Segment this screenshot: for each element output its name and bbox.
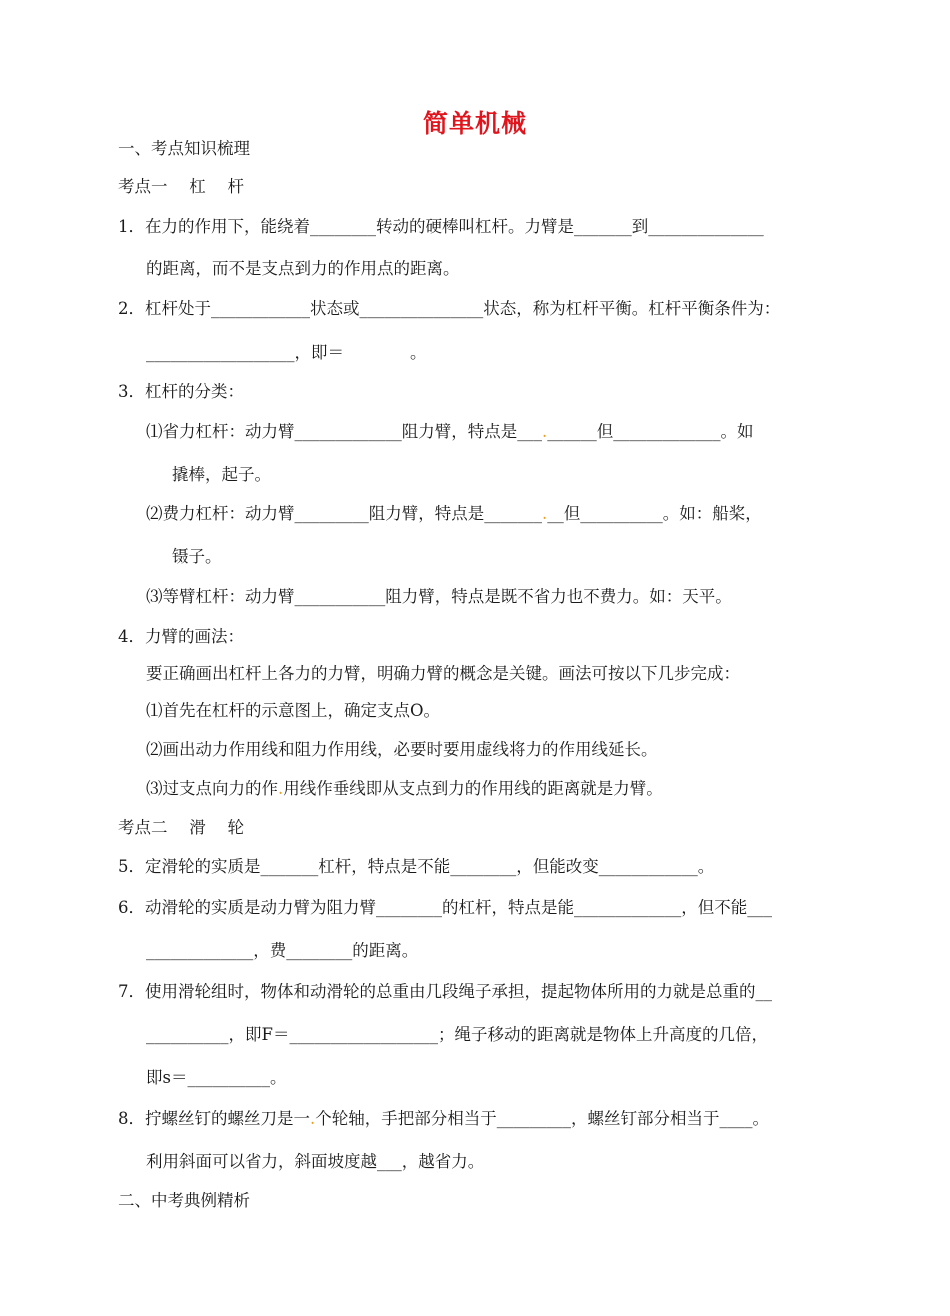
item-2-text-b: __但__________。如：船桨， [547,504,762,523]
question-7-line-3: 即s＝__________。 [146,1068,287,1087]
item-2-text-a: ⑵费力杠杆：动力臂_________阻力臂，特点是_______ [146,504,542,523]
question-4-step-1: ⑴首先在杠杆的示意图上，确定支点O。 [146,701,441,720]
question-3-item-2 [146,503,762,525]
item-1-text-b: ______但_____________。如 [547,422,754,441]
step-3-text-a: ⑶过支点向力的作 [146,779,278,798]
question-3-item-3: ⑶等臂杠杆：动力臂___________阻力臂，特点是既不省力也不费力。如：天平。 [146,587,732,606]
item-1-text-a: ⑴省力杠杆：动力臂_____________阻力臂，特点是___ [146,422,542,441]
q8-text-a: 8．拧螺丝钉的螺丝刀是一 [118,1109,310,1128]
question-8-line-1 [118,1108,769,1130]
step-3-mark: . [278,779,284,798]
item-2-mark: . [542,504,548,523]
q8-text-b: 个轮轴，手把部分相当于_________，螺丝钉部分相当于____。 [315,1109,769,1128]
section-heading-1: 一、考点知识梳理 [118,139,250,158]
question-3-item-1 [146,421,754,443]
section-heading-2: 二、中考典例精析 [118,1191,250,1210]
question-4-step-2: ⑵画出动力作用线和阻力作用线，必要时要用虚线将力的作用线延长。 [146,740,658,759]
question-6-line-2: _____________，费________的距离。 [146,941,419,960]
page-title: 简单机械 [422,109,527,138]
question-4-line-1: 4．力臂的画法： [118,627,244,646]
topic-heading-pulley: 考点二 滑 轮 [118,818,244,837]
question-8-line-2: 利用斜面可以省力，斜面坡度越___，越省力。 [146,1152,485,1171]
question-7-line-1: 7．使用滑轮组时，物体和动滑轮的总重由几段绳子承担，提起物体所用的力就是总重的__ [118,982,772,1001]
question-1-line-1: 1．在力的作用下，能绕着________转动的硬棒叫杠杆。力臂是_______到______________ [118,217,764,236]
question-4-line-2: 要正确画出杠杆上各力的力臂，明确力臂的概念是关键。画法可按以下几步完成： [146,664,740,683]
question-3-item-2-line-2: 镊子。 [172,547,222,566]
question-6-line-1: 6．动滑轮的实质是动力臂为阻力臂________的杠杆，特点是能_____________，但不能___ [118,898,772,917]
question-5: 5．定滑轮的实质是_______杠杆，特点是不能________，但能改变____________。 [118,857,715,876]
question-3-line-1: 3．杠杆的分类： [118,382,244,401]
question-7-line-2: __________，即F＝__________________；绳子移动的距离就是物体上升高度的几倍， [146,1025,768,1044]
question-1-line-2: 的距离，而不是支点到力的作用点的距离。 [146,259,460,278]
question-2-line-1: 2．杠杆处于____________状态或_______________状态，称为杠杆平衡。杠杆平衡条件为： [118,299,781,318]
question-2-line-2: __________________，即＝ 。 [146,343,427,362]
question-4-step-3 [146,778,663,800]
topic-heading-lever: 考点一 杠 杆 [118,177,244,196]
question-3-item-1-line-2: 撬棒，起子。 [172,465,271,484]
q8-mark: . [310,1109,316,1128]
step-3-text-b: 用线作垂线即从支点到力的作用线的距离就是力臂。 [283,779,663,798]
item-1-mark: . [542,422,548,441]
